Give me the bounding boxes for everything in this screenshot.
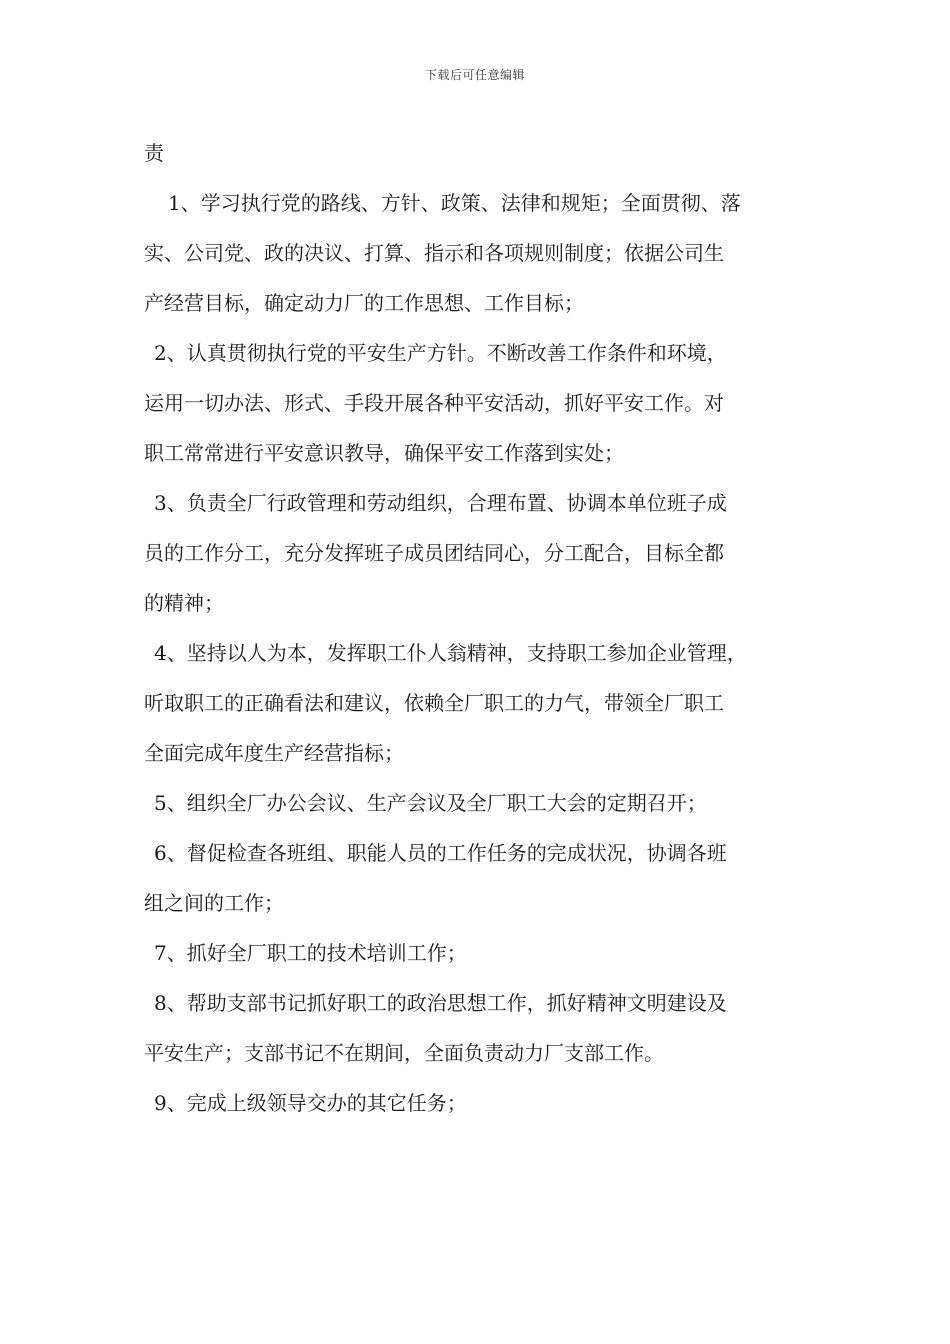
list-item-2-line-1: 2、认真贯彻执行党的平安生产方针。不断改善工作条件和环境， (154, 341, 727, 365)
list-item-5-line-1: 5、组织全厂办公会议、生产会议及全厂职工大会的定期召开； (154, 791, 707, 815)
list-item-4-line-1: 4、坚持以人为本，发挥职工仆人翁精神，支持职工参加企业管理， (154, 641, 747, 665)
document-body (144, 128, 824, 1128)
text-line: 责 (144, 141, 164, 165)
list-item-3-line-1: 3、负责全厂行政管理和劳动组织，合理布置、协调本单位班子成 (154, 491, 727, 515)
list-item-2-line-2: 运用一切办法、形式、手段开展各种平安活动，抓好平安工作。对 (144, 391, 724, 415)
list-item-2-line-3: 职工常常进行平安意识教导，确保平安工作落到实处； (144, 441, 624, 465)
list-item-8-line-1: 8、帮助支部书记抓好职工的政治思想工作，抓好精神文明建设及 (154, 991, 727, 1015)
page-header: 下载后可任意编辑 (424, 68, 525, 82)
list-item-6-line-2: 组之间的工作； (144, 891, 284, 915)
list-item-8-line-2: 平安生产；支部书记不在期间，全面负责动力厂支部工作。 (144, 1041, 664, 1065)
list-item-4-line-3: 全面完成年度生产经营指标； (144, 741, 404, 765)
list-item-1-line-2: 实、公司党、政的决议、打算、指示和各项规则制度；依据公司生 (144, 241, 724, 265)
list-item-3-line-2: 员的工作分工，充分发挥班子成员团结同心，分工配合，目标全都 (144, 541, 724, 565)
list-item-1-line-3: 产经营目标，确定动力厂的工作思想、工作目标； (144, 291, 584, 315)
list-item-4-line-2: 听取职工的正确看法和建议，依赖全厂职工的力气，带领全厂职工 (144, 691, 724, 715)
list-item-1-line-1: 1、学习执行党的路线、方针、政策、法律和规矩；全面贯彻、落 (168, 191, 741, 215)
list-item-6-line-1: 6、督促检查各班组、职能人员的工作任务的完成状况，协调各班 (154, 841, 727, 865)
list-item-9-line-1: 9、完成上级领导交办的其它任务； (154, 1091, 467, 1115)
list-item-7-line-1: 7、抓好全厂职工的技术培训工作； (154, 941, 467, 965)
list-item-3-line-3: 的精神； (144, 591, 224, 615)
